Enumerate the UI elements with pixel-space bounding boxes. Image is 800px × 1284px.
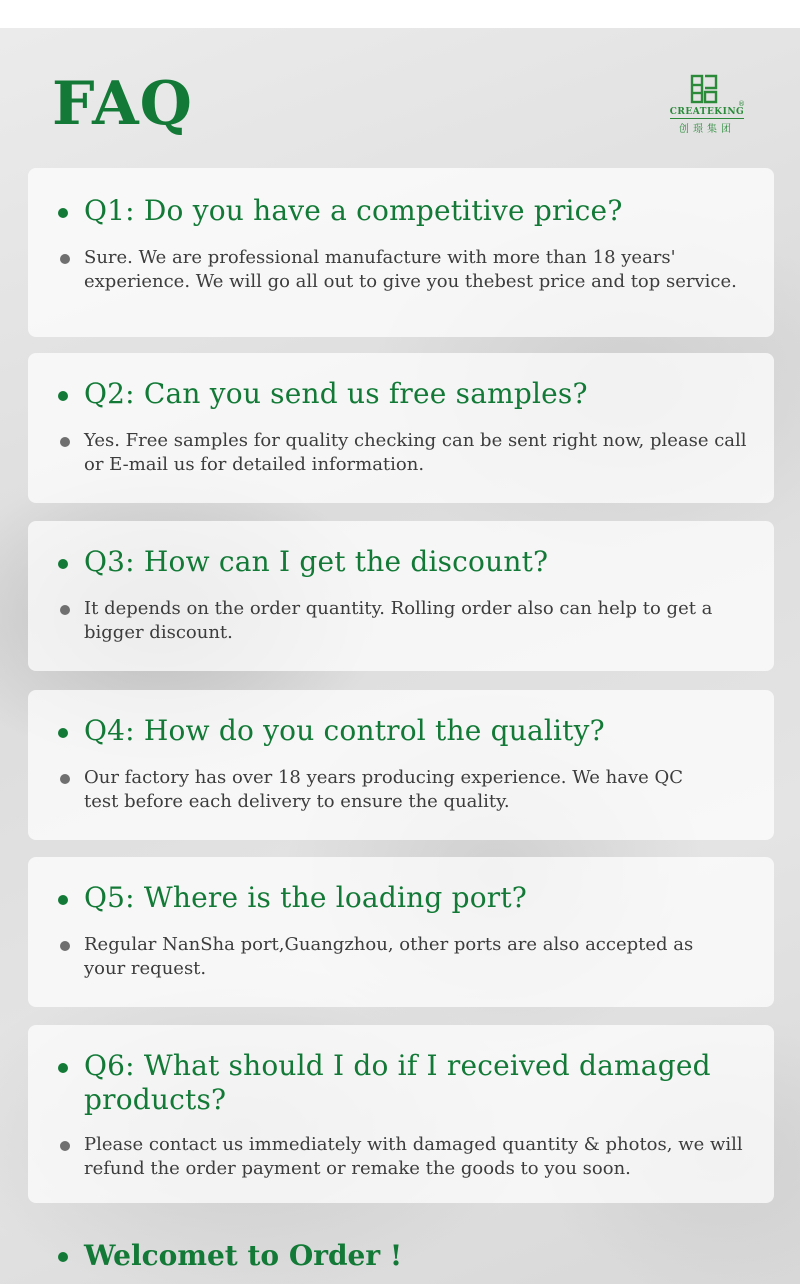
faq-question-row [58, 377, 588, 411]
closing-message: Welcomet to Order ! [84, 1239, 403, 1272]
logo-name-cn: 创璟集团 [679, 124, 735, 135]
faq-answer-row [60, 1133, 760, 1181]
registered-mark: ® [738, 100, 745, 108]
top-band [0, 0, 800, 28]
bullet-icon [58, 728, 68, 738]
bullet-icon [60, 1141, 70, 1151]
faq-question-row [58, 881, 527, 915]
bullet-icon [60, 774, 70, 784]
faq-question: Q5: Where is the loading port? [84, 881, 527, 914]
faq-card-2 [28, 353, 774, 503]
faq-answer-row [60, 597, 740, 645]
faq-question: Q2: Can you send us free samples? [84, 377, 588, 410]
faq-question: Q1: Do you have a competitive price? [84, 194, 623, 227]
bullet-icon [60, 437, 70, 447]
faq-question-row [58, 194, 623, 228]
faq-card-1 [28, 168, 774, 337]
faq-card-4 [28, 690, 774, 840]
bullet-icon [58, 895, 68, 905]
faq-answer-row [60, 766, 720, 814]
bullet-icon [58, 1063, 68, 1073]
faq-question: Q3: How can I get the discount? [84, 545, 549, 578]
faq-question: Q6: What should I do if I received damaged products? [84, 1049, 711, 1116]
logo-divider [670, 118, 744, 119]
faq-answer: Yes. Free samples for quality checking can be sent right now, please call or E-mail us for detailed information. [84, 430, 747, 475]
bullet-icon [58, 208, 68, 218]
faq-question-row [58, 714, 605, 748]
bullet-icon [58, 1252, 68, 1262]
faq-answer: It depends on the order quantity. Rolling order also can help to get a bigger discount. [84, 598, 713, 643]
faq-answer-row [60, 246, 750, 294]
bullet-icon [58, 559, 68, 569]
faq-answer: Sure. We are professional manufacture with more than 18 years' experience. We will go all out to give you thebest price and top service. [84, 247, 737, 292]
bullet-icon [60, 605, 70, 615]
faq-question-row [58, 1049, 758, 1117]
bullet-icon [58, 391, 68, 401]
closing-row [58, 1238, 402, 1274]
faq-answer-row [60, 429, 760, 477]
faq-card-6 [28, 1025, 774, 1203]
bullet-icon [60, 941, 70, 951]
faq-question-row [58, 545, 548, 579]
brand-logo [664, 74, 750, 134]
faq-answer-row [60, 933, 740, 981]
faq-answer: Please contact us immediately with damaged quantity & photos, we will refund the order payment or remake the goods to you soon. [84, 1134, 743, 1179]
createking-logo-icon [690, 74, 718, 104]
faq-answer: Our factory has over 18 years producing experience. We have QC test before each delivery to ensure the quality. [84, 767, 684, 812]
bullet-icon [60, 254, 70, 264]
faq-question: Q4: How do you control the quality? [84, 714, 605, 747]
faq-card-5 [28, 857, 774, 1007]
logo-name-en: CREATEKING [669, 107, 745, 117]
page-title: FAQ [52, 69, 193, 139]
faq-answer: Regular NanSha port,Guangzhou, other ports are also accepted as your request. [84, 934, 694, 979]
faq-card-3 [28, 521, 774, 671]
